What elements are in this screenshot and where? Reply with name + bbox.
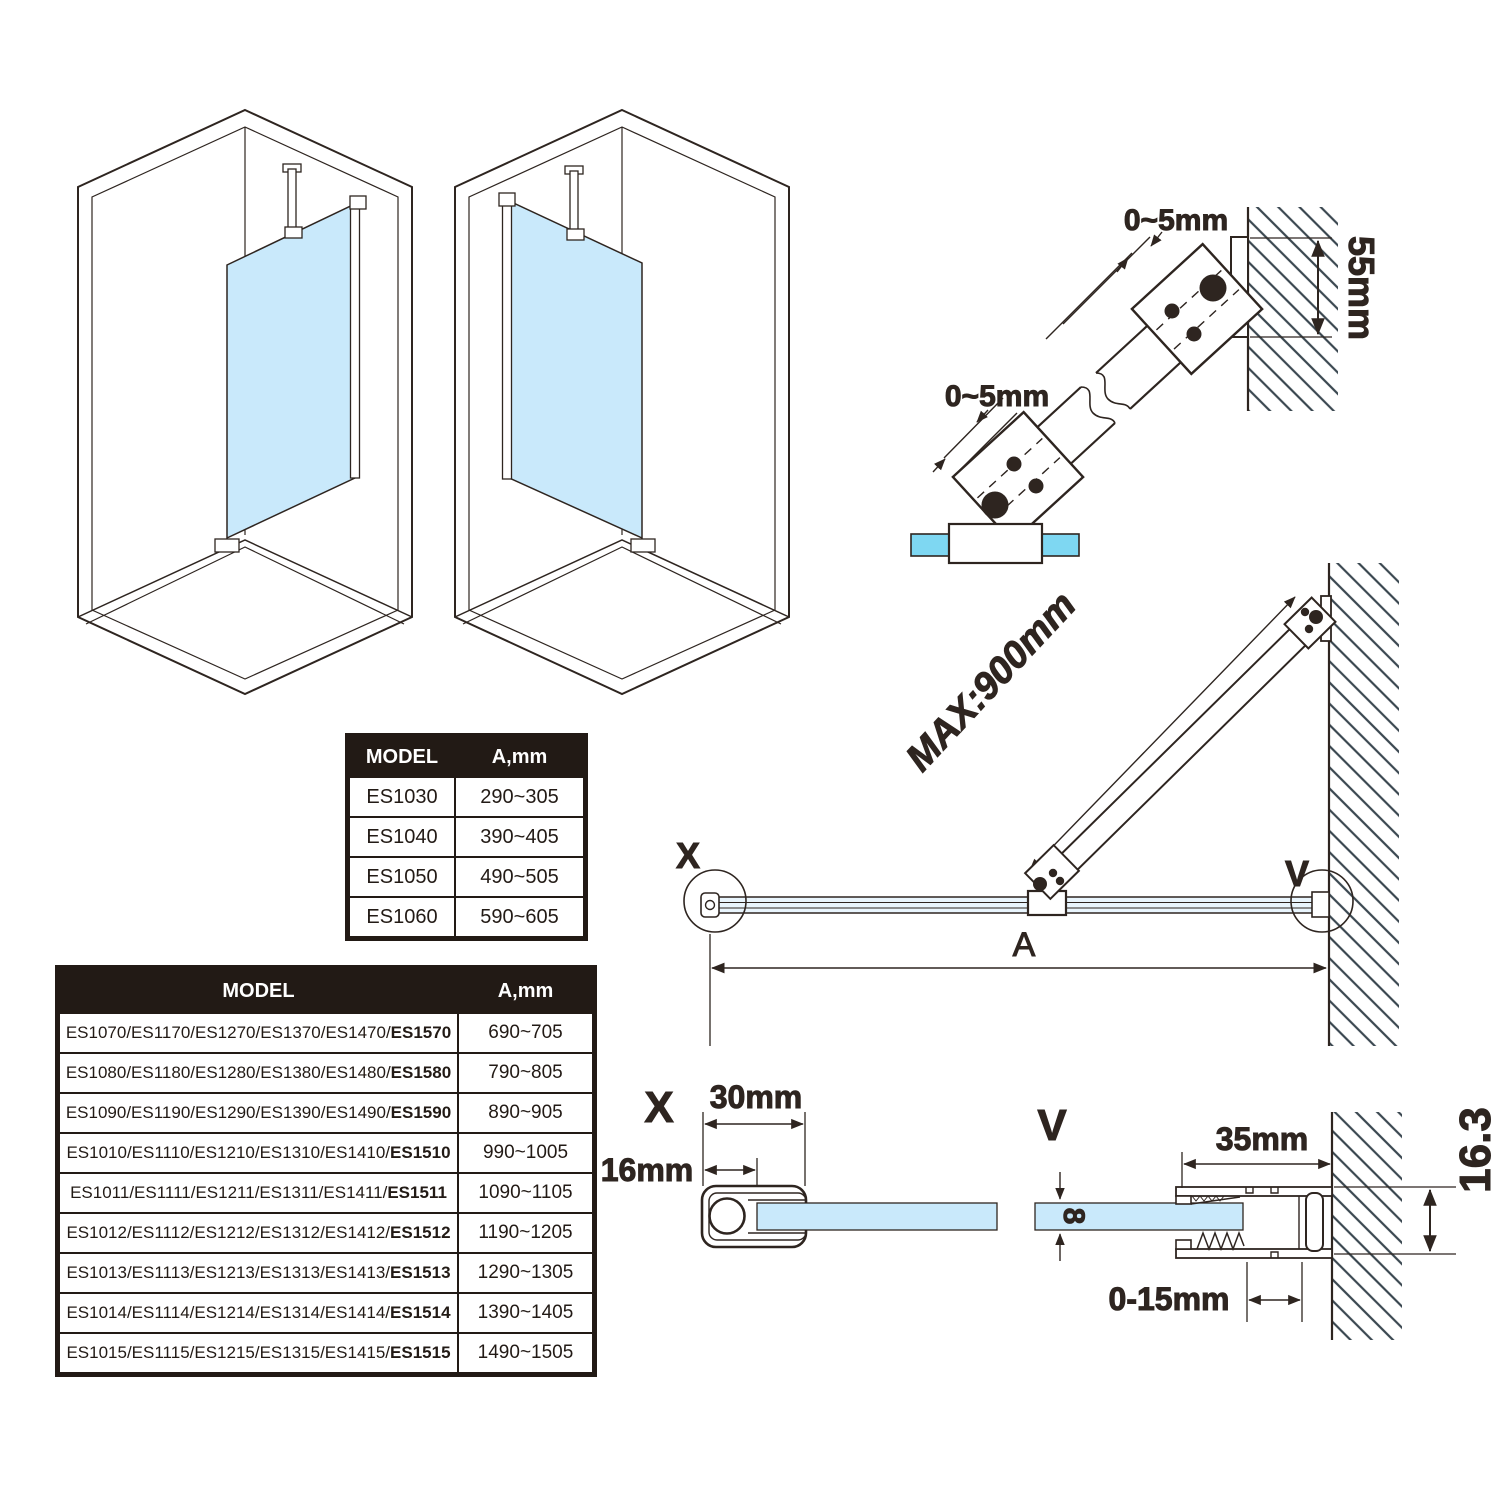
dim-163-label: 16.3 [1451,1107,1500,1193]
model-last: ES1590 [390,1103,452,1122]
clamp-bolt [1187,327,1202,342]
pivot-bolt [1033,877,1047,891]
model-cell [58,1133,459,1173]
header-model: MODEL [58,968,459,1014]
table-row [58,1053,595,1093]
end-profile-tube [710,1199,745,1234]
model-cell [58,1013,459,1053]
amm-cell: 1090~1105 [458,1173,595,1213]
rod-glass-clamp [285,227,302,238]
support-bar [1046,617,1318,885]
header-amm: A,mm [455,736,586,778]
pivot-bolt [1309,610,1323,624]
model-list: ES1015/ES1115/ES1215/ES1315/ES1415/ [66,1343,391,1362]
amm-cell: 1390~1405 [458,1293,595,1333]
table-row [58,1293,595,1333]
model-table-large [55,965,597,1377]
wall-bracket [350,196,366,209]
model-list: ES1010/ES1110/ES1210/ES1310/ES1410/ [66,1143,391,1162]
model-last: ES1511 [387,1183,447,1202]
glass-edge [911,534,951,556]
iso-view-right [455,110,789,694]
model-cell [58,1173,459,1213]
ceiling-support-rod [570,171,578,233]
model-list: ES1080/ES1180/ES1280/ES1380/ES1480/ [65,1063,391,1082]
section-x [601,1079,997,1247]
wall-hatch [1329,563,1399,1046]
table-row [348,857,586,897]
glass-panel-plan [707,897,1329,913]
amm-cell: 690~705 [458,1013,595,1053]
wall-hatch [1332,1112,1402,1340]
dim-max-label: MAX:900mm [898,584,1085,780]
lower-clamp [953,412,1083,542]
dim-35mm-label: 35mm [1215,1121,1309,1157]
dim-gap-top-label: 0~5mm [1123,204,1229,237]
table-row [58,1253,595,1293]
amm-cell: 290~305 [455,777,586,817]
bracket-detail [911,204,1382,563]
dim-30mm-label: 30mm [709,1079,803,1115]
model-list: ES1014/ES1114/ES1214/ES1314/ES1414/ [66,1303,391,1322]
dim-a-label: A [1012,926,1036,964]
model-list: ES1070/ES1170/ES1270/ES1370/ES1470/ [65,1023,391,1042]
marker-v-label: V [1284,853,1310,894]
bar-break-line [1081,387,1115,423]
amm-cell: 890~905 [458,1093,595,1133]
header-amm: A,mm [458,968,595,1014]
rod-glass-clamp [567,229,584,240]
glass-panel [227,203,357,538]
clamp-bolt [1165,304,1180,319]
wall-profile [351,201,360,478]
marker-x-label: X [675,835,701,876]
amm-cell: 990~1005 [458,1133,595,1173]
room-floor-edge [86,547,404,624]
clamp-bolt [1029,479,1044,494]
section-v-label: V [1037,1101,1067,1150]
room-floor-edge [463,547,781,624]
model-cell: ES1030 [348,777,456,817]
amm-cell: 490~505 [455,857,586,897]
model-list: ES1013/ES1113/ES1213/ES1313/ES1413/ [66,1263,391,1282]
pivot-bolt [1200,275,1227,302]
model-cell [58,1333,459,1375]
amm-cell: 1290~1305 [458,1253,595,1293]
model-list: ES1012/ES1112/ES1212/ES1312/ES1412/ [66,1223,391,1242]
leader-arrow [1117,258,1128,272]
clamp-bolt [1007,457,1022,472]
model-cell [58,1213,459,1253]
glass-plane-line [1046,253,1132,339]
dim-gap-bottom-label: 0~5mm [944,380,1050,413]
model-table-small [345,733,588,941]
model-cell [58,1093,459,1133]
model-list: ES1090/ES1190/ES1290/ES1390/ES1490/ [65,1103,391,1122]
model-last: ES1570 [390,1023,452,1042]
table-row [348,817,586,857]
table-row [58,1013,595,1053]
model-last: ES1514 [390,1303,451,1322]
amm-cell: 390~405 [455,817,586,857]
model-cell: ES1050 [348,857,456,897]
bar-break-line [1096,373,1130,409]
wall-bracket [499,193,515,206]
model-cell [58,1293,459,1333]
table-row [58,1213,595,1253]
glass-edge [1041,534,1079,556]
model-cell [58,1053,459,1093]
table-row [58,1093,595,1133]
wall-profile-plan [1312,892,1329,917]
model-cell: ES1040 [348,817,456,857]
dim-8-label: 8 [1057,1207,1090,1225]
dim-16mm-label: 16mm [600,1152,694,1188]
profile-slot [1306,1193,1323,1251]
glass-holder-block [949,524,1042,563]
table-header-row [58,968,595,1014]
header-model: MODEL [348,736,456,778]
floor-foot [631,539,655,552]
table-row [58,1173,595,1213]
model-list: ES1011/ES1111/ES1211/ES1311/ES1411/ [70,1183,388,1202]
room-wall-base [455,540,789,617]
amm-cell: 1490~1505 [458,1333,595,1375]
model-cell: ES1060 [348,897,456,939]
model-last: ES1510 [390,1143,451,1162]
amm-cell: 790~805 [458,1053,595,1093]
plan-view [676,563,1399,1046]
wall-profile [503,198,512,479]
amm-cell: 590~605 [455,897,586,939]
model-last: ES1512 [390,1223,451,1242]
amm-cell: 1190~1205 [458,1213,595,1253]
table-header-row [348,736,586,778]
table-row [348,897,586,939]
room-wall-base [78,540,412,617]
section-x-label: X [644,1083,674,1132]
model-last: ES1580 [390,1063,452,1082]
dim-015-label: 0-15mm [1108,1281,1230,1317]
iso-view-left [78,110,412,694]
glass-section [757,1203,997,1230]
model-last: ES1515 [390,1343,451,1362]
pivot-bolt [982,492,1009,519]
table-row [58,1133,595,1173]
section-v [1035,1101,1500,1340]
model-cell [58,1253,459,1293]
table-row [348,777,586,817]
model-last: ES1513 [390,1263,451,1282]
floor-foot [215,539,239,552]
gasket-spring [1197,1233,1244,1249]
dim-max-arrow [1030,597,1295,870]
dim-55mm-label: 55mm [1341,235,1382,341]
table-row [58,1333,595,1375]
leader-arrow [933,459,945,472]
ceiling-support-rod [288,169,296,231]
